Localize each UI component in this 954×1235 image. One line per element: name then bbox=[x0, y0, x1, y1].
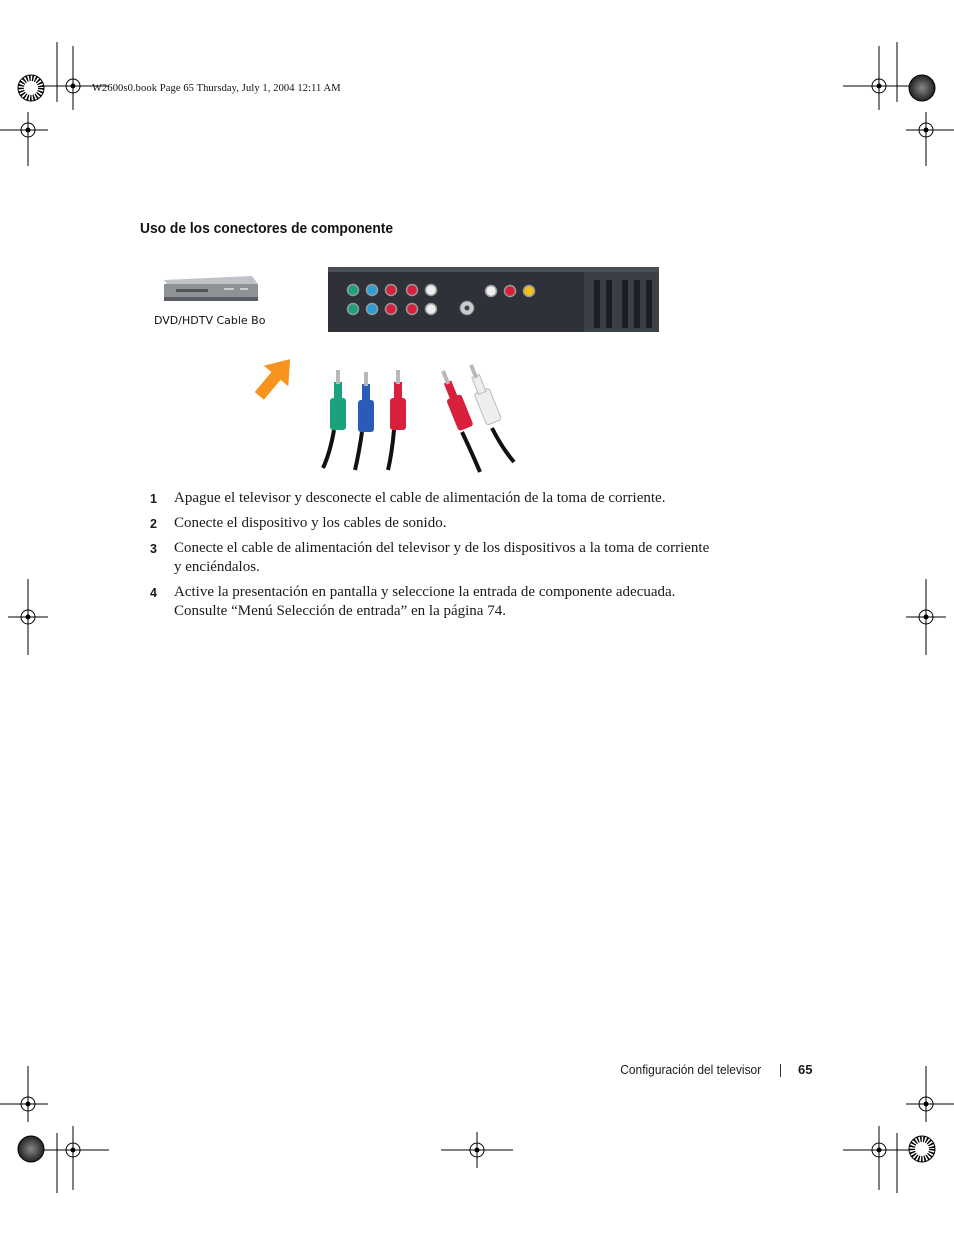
footer-section-title: Configuración del televisor bbox=[620, 1062, 761, 1077]
section-heading: Uso de los conectores de componente bbox=[140, 220, 394, 237]
step-text: Conecte el dispositivo y los cables de sonido. bbox=[174, 515, 447, 531]
footer-divider bbox=[780, 1064, 781, 1077]
tv-connector-panel bbox=[328, 267, 659, 332]
book-info-header: W2600s0.book Page 65 Thursday, July 1, 2004 12:11 AM bbox=[92, 83, 341, 94]
cables-icon bbox=[323, 362, 514, 472]
dvd-device-icon bbox=[164, 276, 258, 301]
step-text: Conecte el cable de alimentación del televisor y de los dispositivos a la toma de corriente y enciéndalos. bbox=[174, 540, 710, 575]
step-2 bbox=[148, 514, 718, 533]
step-1 bbox=[148, 489, 718, 508]
arrow-icon bbox=[247, 349, 302, 406]
step-text: Active la presentación en pantalla y seleccione la entrada de componente adecuada. Consulte “Menú Selección de entrada” en la página 74. bbox=[174, 584, 676, 619]
step-number: 4 bbox=[150, 586, 157, 600]
connection-illustration bbox=[140, 258, 700, 484]
step-3 bbox=[148, 539, 718, 577]
step-number: 1 bbox=[150, 492, 157, 506]
page-number: 65 bbox=[798, 1062, 813, 1077]
step-4 bbox=[148, 583, 718, 621]
device-label: DVD/HDTV Cable Bo bbox=[154, 314, 266, 327]
step-number: 3 bbox=[150, 542, 157, 556]
instruction-steps bbox=[148, 489, 718, 627]
step-text: Apague el televisor y desconecte el cable de alimentación de la toma de corriente. bbox=[174, 490, 666, 506]
step-number: 2 bbox=[150, 517, 157, 531]
